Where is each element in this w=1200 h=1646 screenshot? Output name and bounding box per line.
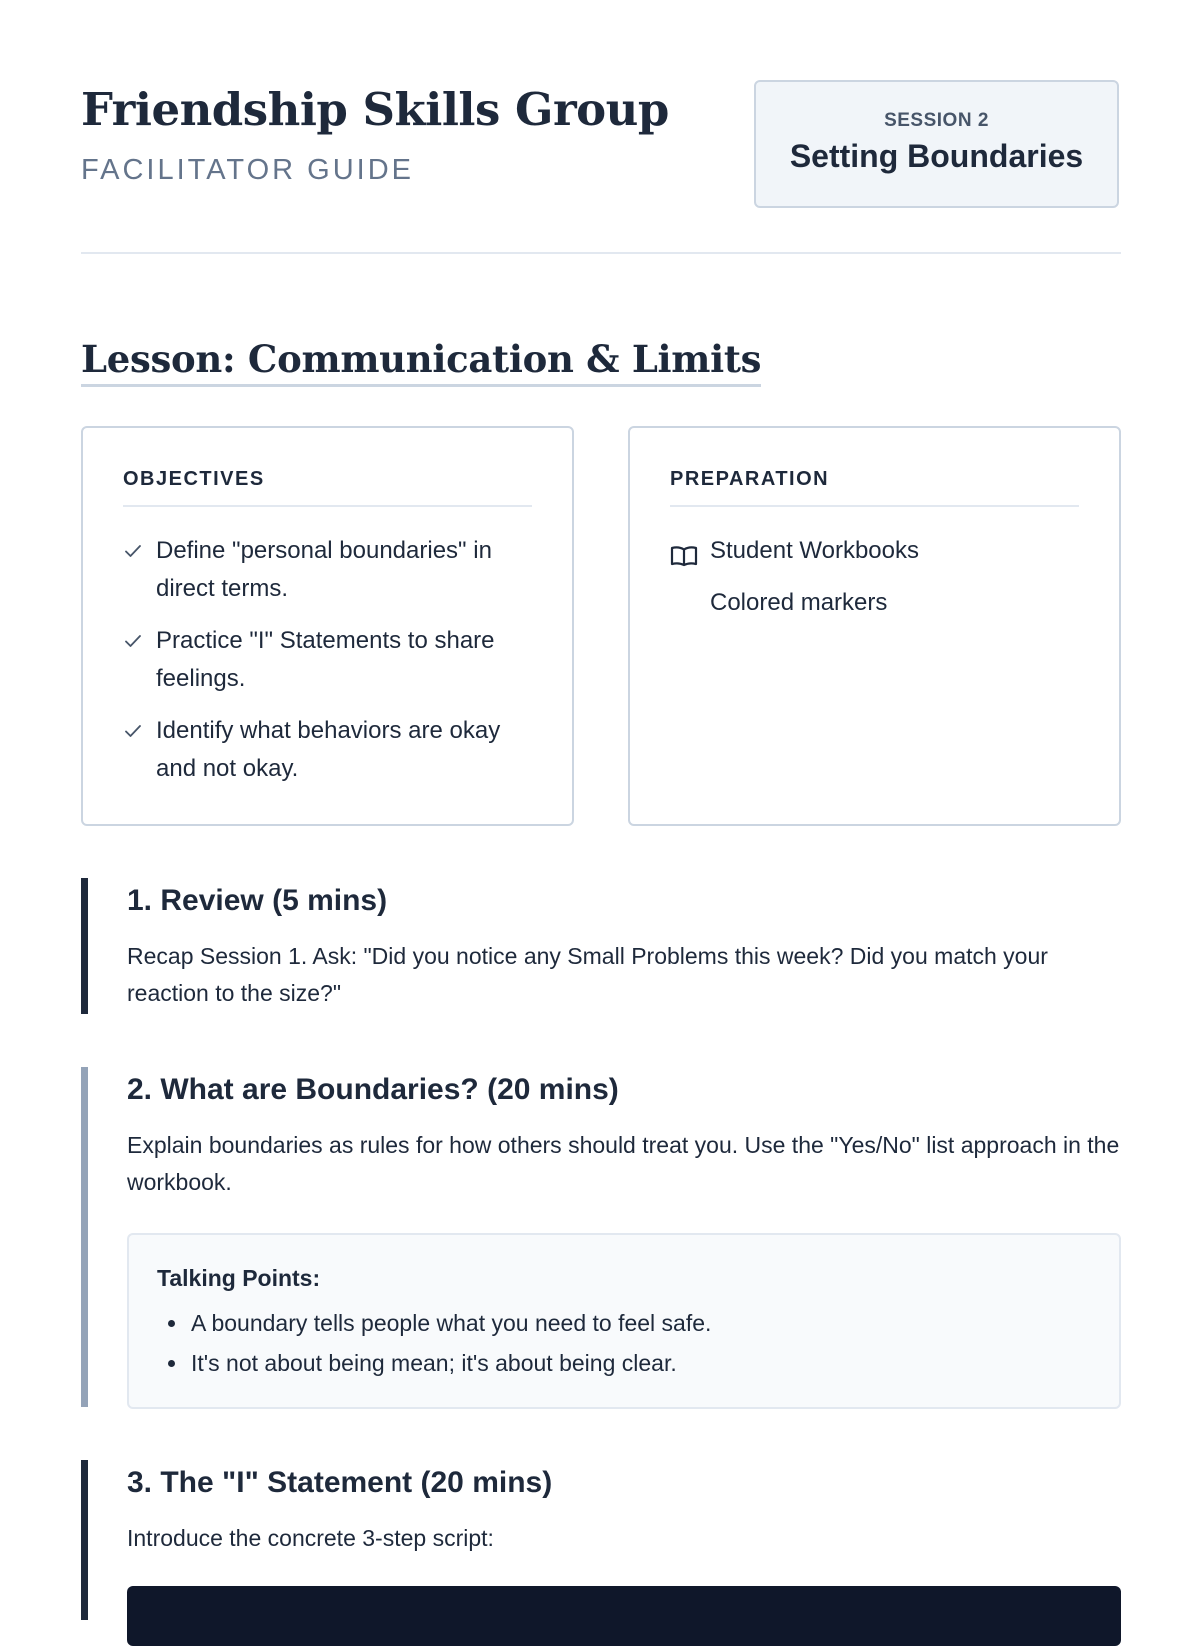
talking-point: • A boundary tells people what you need to feel safe.	[189, 1303, 1091, 1343]
talking-points-list	[157, 1303, 1091, 1383]
lesson-step-boundaries	[81, 1067, 1121, 1407]
objective-text: Practice "I" Statements to share feelings.	[156, 627, 495, 692]
session-card	[754, 80, 1119, 208]
lesson-step-i-statement	[81, 1460, 1121, 1620]
check-icon	[123, 622, 143, 660]
check-icon	[123, 532, 143, 570]
step-description: Recap Session 1. Ask: "Did you notice any Small Problems this week? Did you match your reaction to the size?"	[127, 943, 1048, 1006]
document-subtitle: FACILITATOR GUIDE	[81, 154, 414, 186]
objective-item	[123, 622, 532, 698]
objectives-heading: OBJECTIVES	[123, 468, 532, 507]
document-title: Friendship Skills Group	[81, 83, 669, 136]
preparation-text: Student Workbooks	[710, 537, 920, 564]
objective-item	[123, 712, 532, 788]
facilitator-guide-page	[81, 0, 1121, 1551]
talking-points-heading: Talking Points:	[157, 1265, 321, 1291]
objective-text: Identify what behaviors are okay and not okay.	[156, 717, 501, 782]
preparation-item	[670, 584, 1079, 622]
lesson-title: Lesson: Communication & Limits	[81, 334, 761, 387]
step-title: 3. The "I" Statement (20 mins)	[127, 1466, 553, 1499]
step-description: Introduce the concrete 3-step script:	[127, 1525, 494, 1551]
objectives-card	[81, 426, 574, 826]
preparation-text: Colored markers	[710, 589, 888, 616]
talking-points-box	[127, 1233, 1121, 1409]
step-title: 2. What are Boundaries? (20 mins)	[127, 1073, 619, 1106]
step-description: Explain boundaries as rules for how others should treat you. Use the "Yes/No" list approach in the workbook.	[127, 1132, 1120, 1195]
script-block	[127, 1586, 1121, 1646]
preparation-list	[670, 532, 1079, 636]
preparation-card	[628, 426, 1121, 826]
preparation-item	[670, 532, 1079, 570]
objective-item	[123, 532, 532, 608]
objectives-list	[123, 532, 532, 802]
page-header	[81, 0, 1121, 254]
check-icon	[123, 712, 143, 750]
step-title: 1. Review (5 mins)	[127, 884, 388, 917]
objective-text: Define "personal boundaries" in direct terms.	[156, 537, 492, 602]
talking-point: • It's not about being mean; it's about being clear.	[189, 1343, 1091, 1383]
lesson-step-review	[81, 878, 1121, 1014]
preparation-heading: PREPARATION	[670, 468, 1079, 507]
session-name: Setting Boundaries	[789, 138, 1084, 174]
session-number-label: SESSION 2	[884, 110, 989, 131]
book-icon	[670, 541, 698, 563]
